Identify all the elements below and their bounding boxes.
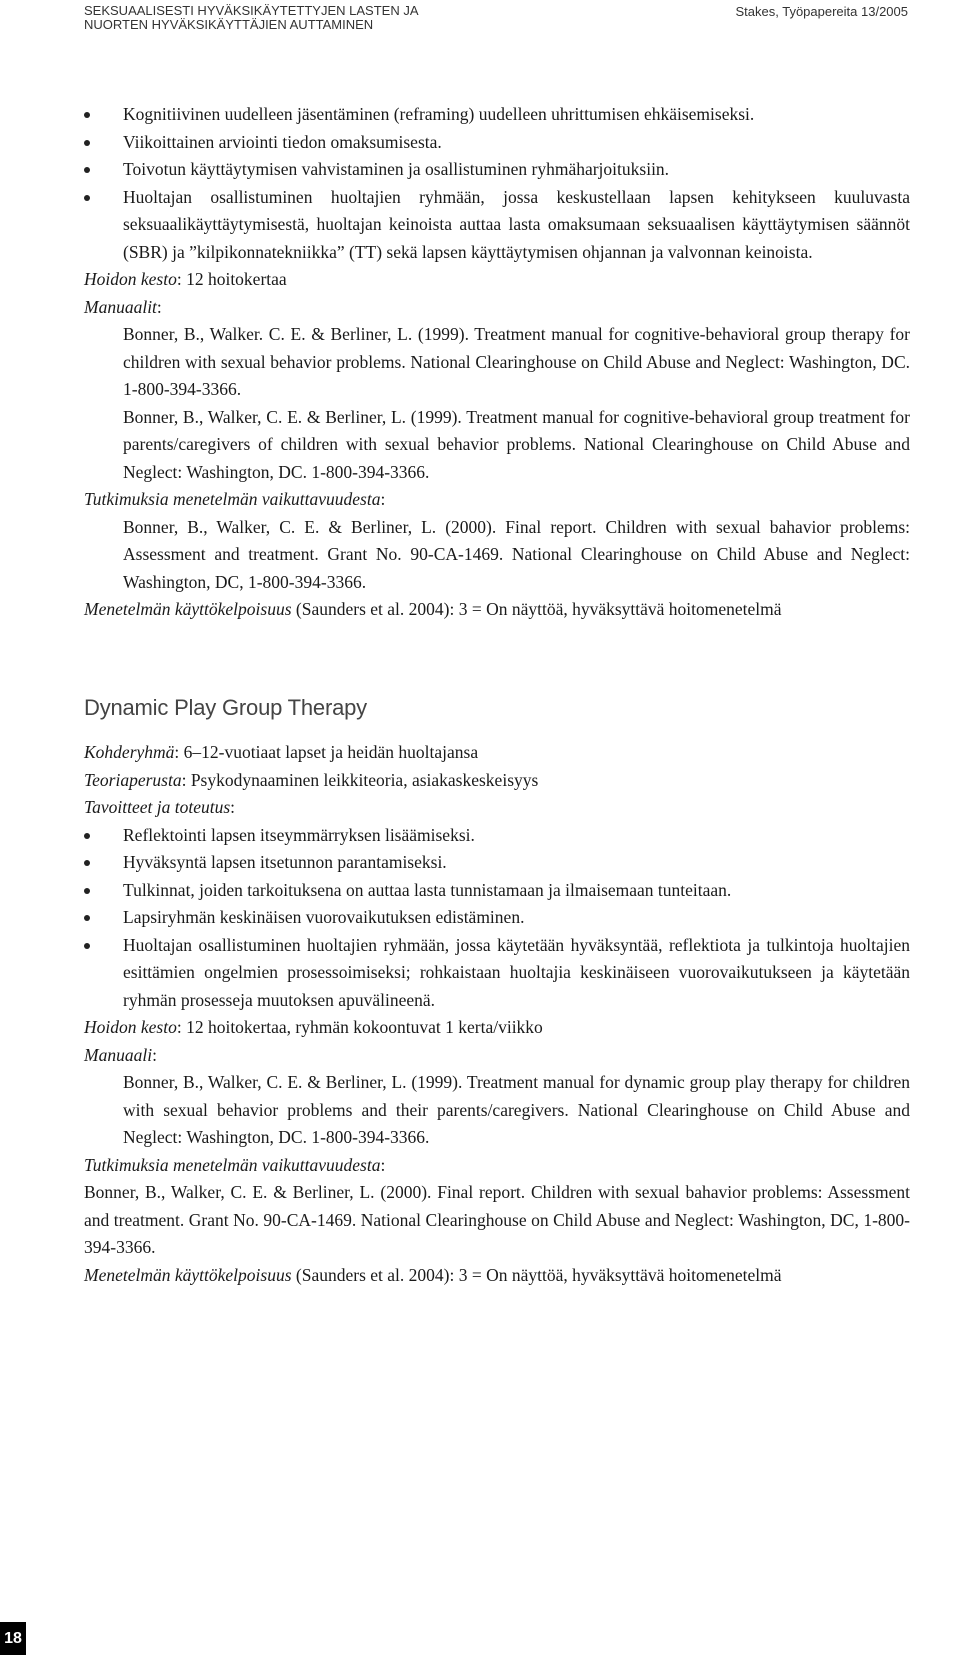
list-item: Kognitiivinen uudelleen jäsentäminen (reframing) uudelleen uhrittumisen ehkäisemiseksi. — [84, 101, 910, 129]
usability-line — [84, 1262, 910, 1290]
manual-reference: Bonner, B., Walker. C. E. & Berliner, L. (1999). Treatment manual for cognitive-behavioral group therapy for children with sexual behavior problems. National Clearinghouse on Child Abuse and Neglect: Washington, DC. 1-800-394-3366. — [123, 324, 910, 399]
research-colon: : — [380, 489, 386, 509]
list-item: Hyväksyntä lapsen itsetunnon parantamiseksi. — [84, 849, 910, 877]
manual-heading — [84, 1042, 910, 1070]
running-header — [84, 4, 419, 32]
research-label: Tutkimuksia menetelmän vaikuttavuudesta — [84, 1154, 381, 1175]
list-item: Huoltajan osallistuminen huoltajien ryhmään, jossa käytetään hyväksyntää, reflektiota ja tulkintoja huoltajien esittämien ongelmien prosessoimiseksi; rohkaistaan huoltajia keskinäiseen vuorovaikutukseen ja käytetään ryhmän prosesseja muutoksen apuvälineenä. — [84, 932, 910, 1015]
page-number: 18 — [0, 1622, 26, 1655]
usability-label: Menetelmän käyttökelpoisuus — [84, 599, 292, 619]
goals-label: Tavoitteet ja toteutus — [84, 797, 231, 817]
theory-value: : Psykodynaaminen leikkiteoria, asiakaskeskeisyys — [181, 769, 539, 790]
header-line-2: NUORTEN HYVÄKSIKÄYTTÄJIEN AUTTAMINEN — [84, 17, 374, 32]
header-line-1: SEKSUAALISESTI HYVÄKSIKÄYTETTYJEN LASTEN JA — [84, 3, 419, 18]
theory-line — [84, 767, 910, 795]
theory-label: Teoriaperusta — [84, 769, 182, 790]
target-group-line — [84, 739, 910, 767]
manuals-heading — [84, 294, 910, 322]
target-group-value: : 6–12-vuotiaat lapset ja heidän huoltajansa — [174, 742, 479, 762]
list-item: Lapsiryhmän keskinäisen vuorovaikutuksen edistäminen. — [84, 904, 910, 932]
research-reference: Bonner, B., Walker, C. E. & Berliner, L. (2000). Final report. Children with sexual bahavior problems: Assessment and treatment. Grant No. 90-CA-1469. National Clearinghouse on Child Abuse and Neglect: Washington, DC, 1-800-394-3366. — [123, 516, 910, 592]
list-item: Toivotun käyttäytymisen vahvistaminen ja osallistuminen ryhmäharjoituksiin. — [84, 156, 910, 184]
duration-value: : 12 hoitokertaa — [176, 269, 287, 289]
publication-info: Stakes, Työpapereita 13/2005 — [735, 4, 908, 19]
research-heading — [84, 486, 910, 514]
duration-line — [84, 1014, 910, 1042]
list-item: Tulkinnat, joiden tarkoituksena on auttaa lasta tunnistamaan ja ilmaisemaan tunteitaan. — [84, 877, 910, 905]
target-group-label: Kohderyhmä — [84, 742, 175, 762]
page-body — [84, 101, 910, 1289]
goals-heading — [84, 794, 910, 822]
list-item: Huoltajan osallistuminen huoltajien ryhmään, jossa keskustellaan lapsen kehitykseen kuuluvasta seksuaalikäyttäytymisestä, huoltajan keinoista auttaa lasta omaksumaan seksuaalisen käyttäytymisen säännöt (SBR) ja ”kilpikonnatekniikka” (TT) sekä lapsen käyttäytymisen ohjannan ja valvonnan keinoista. — [84, 184, 910, 267]
manual-reference: Bonner, B., Walker, C. E. & Berliner, L. (1999). Treatment manual for dynamic group play therapy for children with sexual behavior problems and their parents/caregivers. National Clearinghouse on Child Abuse and Neglect: Washington, DC. 1-800-394-3366. — [123, 1072, 910, 1147]
research-heading — [84, 1152, 910, 1180]
duration-line — [84, 266, 910, 294]
duration-value: : 12 hoitokertaa, ryhmän kokoontuvat 1 kerta/viikko — [176, 1017, 543, 1037]
duration-label: Hoidon kesto — [84, 1017, 177, 1037]
goals-colon: : — [230, 797, 236, 817]
usability-label: Menetelmän käyttökelpoisuus — [84, 1264, 292, 1285]
usability-line — [84, 596, 910, 624]
manuals-colon: : — [156, 296, 162, 317]
research-label: Tutkimuksia menetelmän vaikuttavuudesta — [84, 489, 381, 509]
usability-value: (Saunders et al. 2004): 3 = On näyttöä, hyväksyttävä hoitomenetelmä — [291, 599, 782, 619]
usability-value: (Saunders et al. 2004): 3 = On näyttöä, hyväksyttävä hoitomenetelmä — [291, 1264, 782, 1285]
research-reference: Bonner, B., Walker, C. E. & Berliner, L. (2000). Final report. Children with sexual bahavior problems: Assessment and treatment. Grant No. 90-CA-1469. National Clearinghouse on Child Abuse and Neglect: Washington, DC, 1-800-394-3366. — [84, 1182, 910, 1257]
method-bullets — [84, 101, 910, 266]
manual-colon: : — [152, 1044, 157, 1065]
manuals-label: Manuaalit — [84, 296, 157, 317]
research-colon: : — [380, 1154, 386, 1175]
section-title: Dynamic Play Group Therapy — [84, 694, 367, 720]
list-item: Reflektointi lapsen itseymmärryksen lisäämiseksi. — [84, 822, 910, 850]
goals-bullets — [84, 822, 910, 1015]
list-item: Viikoittainen arviointi tiedon omaksumisesta. — [84, 129, 910, 157]
duration-label: Hoidon kesto — [84, 269, 177, 289]
manual-label: Manuaali — [84, 1044, 153, 1065]
manual-reference: Bonner, B., Walker, C. E. & Berliner, L. (1999). Treatment manual for cognitive-behavioral group treatment for parents/caregivers of children with sexual behavior problems. National Clearinghouse on Child Abuse and Neglect: Washington, DC. 1-800-394-3366. — [123, 406, 910, 482]
